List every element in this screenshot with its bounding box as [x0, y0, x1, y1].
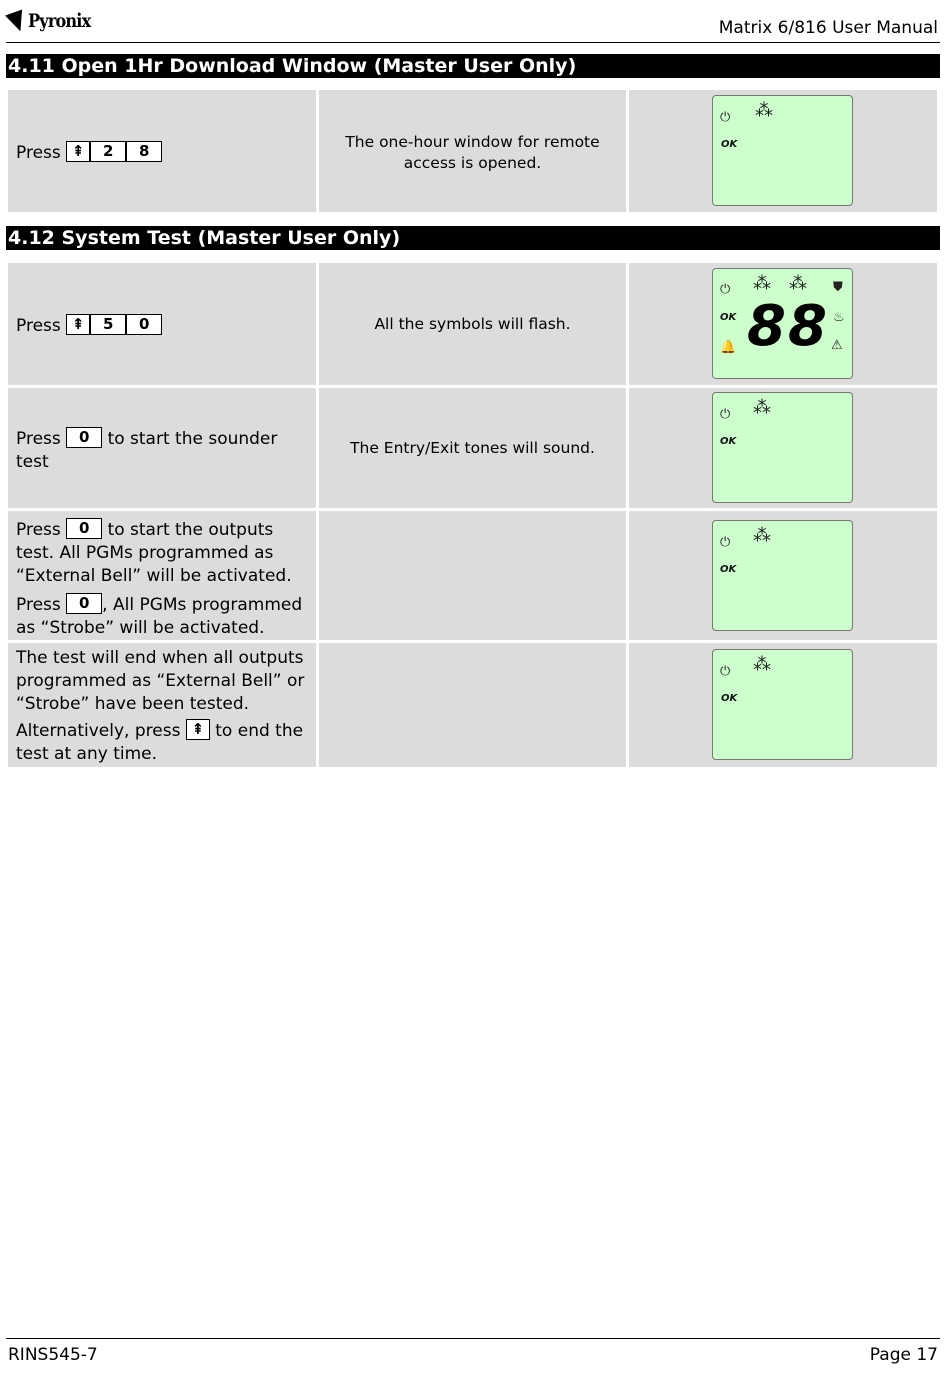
keypad-key: 5 — [90, 314, 126, 335]
instruction-text — [8, 315, 316, 338]
shield-icon: ⛊ — [833, 280, 843, 295]
keypad-key: 0 — [66, 427, 102, 448]
result-cell — [319, 388, 626, 508]
lcd-digits: 88 — [747, 294, 829, 359]
power-icon: ⏻ — [720, 535, 731, 550]
keypad-key-arm: ⇞ — [186, 719, 210, 740]
table-row — [8, 643, 937, 767]
keypad-key: 0 — [66, 518, 102, 539]
section-heading-4-11: 4.11 Open 1Hr Download Window (Master User Only) — [6, 54, 940, 78]
result-cell — [319, 263, 626, 385]
instruction-text — [8, 519, 316, 588]
keypad-key: 2 — [90, 141, 126, 162]
press-label: Press — [16, 316, 61, 336]
power-icon: ⏻ — [720, 664, 731, 679]
ok-indicator: OK — [720, 564, 737, 575]
bell-icon: 🔔 — [720, 340, 737, 355]
power-icon: ⏻ — [720, 282, 731, 297]
lcd-display — [712, 649, 853, 760]
lcd-cell — [629, 263, 937, 385]
instruction-continuation: to start the outputs test. All PGMs programmed as “External Bell” will be activated. — [16, 520, 292, 586]
lcd-display — [712, 520, 853, 631]
ok-indicator: OK — [721, 139, 738, 150]
power-icon: ⏻ — [720, 407, 731, 422]
power-icon: ⏻ — [720, 110, 731, 125]
page-header — [6, 6, 940, 43]
lcd-cell — [629, 90, 937, 212]
unlock-icon: ⁂ — [753, 654, 771, 675]
table-row — [8, 90, 937, 212]
press-label: Press — [16, 429, 61, 449]
unlock-icon: ⁂ — [753, 397, 771, 418]
result-text: The one-hour window for remote access is opened. — [345, 133, 600, 172]
lock-icon: ⁂ — [789, 273, 807, 294]
ok-indicator: OK — [721, 693, 738, 704]
page-footer — [6, 1338, 940, 1365]
lcd-cell — [629, 511, 937, 640]
table-row — [8, 388, 937, 508]
instruction-cell — [8, 90, 316, 212]
keypad-key-arm: ⇞ — [66, 141, 90, 162]
fire-icon: ♨ — [833, 310, 845, 325]
page-number: Page 17 — [869, 1345, 938, 1365]
instruction-lead: Alternatively, press — [16, 721, 181, 741]
ok-indicator: OK — [720, 436, 737, 447]
logo-mark-icon — [5, 10, 29, 35]
lcd-display — [712, 95, 853, 206]
unlock-icon: ⁂ — [753, 273, 771, 294]
ok-indicator: OK — [720, 312, 737, 323]
section-heading-4-12: 4.12 System Test (Master User Only) — [6, 226, 940, 250]
lcd-cell — [629, 388, 937, 508]
result-text: All the symbols will flash. — [374, 315, 571, 333]
warning-icon: ⚠ — [831, 338, 843, 353]
press-label: Press — [16, 143, 61, 163]
instruction-text — [8, 142, 316, 165]
instruction-cell — [8, 511, 316, 640]
instruction-continuation: to end the test at any time. — [16, 721, 304, 764]
instruction-continuation: to start the sounder test — [16, 429, 278, 472]
unlock-icon: ⁂ — [755, 100, 773, 121]
lcd-cell — [629, 643, 937, 767]
document-title: Matrix 6/816 User Manual — [718, 18, 938, 38]
instruction-text — [8, 594, 316, 640]
instruction-cell — [8, 388, 316, 508]
lcd-display — [712, 392, 853, 503]
unlock-icon: ⁂ — [753, 525, 771, 546]
pyronix-logo — [8, 10, 101, 32]
document-reference: RINS545-7 — [8, 1345, 98, 1365]
press-label: Press — [16, 595, 61, 615]
result-cell — [319, 90, 626, 212]
keypad-key-arm: ⇞ — [66, 314, 90, 335]
instruction-text: The test will end when all outputs programmed as “External Bell” or “Strobe” have been tested. — [16, 648, 305, 714]
keypad-key: 0 — [126, 314, 162, 335]
instruction-cell — [8, 643, 316, 767]
result-text: The Entry/Exit tones will sound. — [350, 439, 595, 457]
table-row — [8, 263, 937, 385]
logo-text: Pyronix — [28, 10, 91, 32]
press-label: Press — [16, 520, 61, 540]
keypad-key: 0 — [66, 593, 102, 614]
instruction-text — [8, 428, 316, 474]
instruction-cell — [8, 263, 316, 385]
lcd-display — [712, 268, 853, 379]
instruction-text — [8, 720, 316, 766]
instruction-continuation: , All PGMs programmed as “Strobe” will be activated. — [16, 595, 303, 638]
table-row — [8, 511, 937, 640]
result-cell — [319, 643, 626, 767]
keypad-key: 8 — [126, 141, 162, 162]
result-cell — [319, 511, 626, 640]
